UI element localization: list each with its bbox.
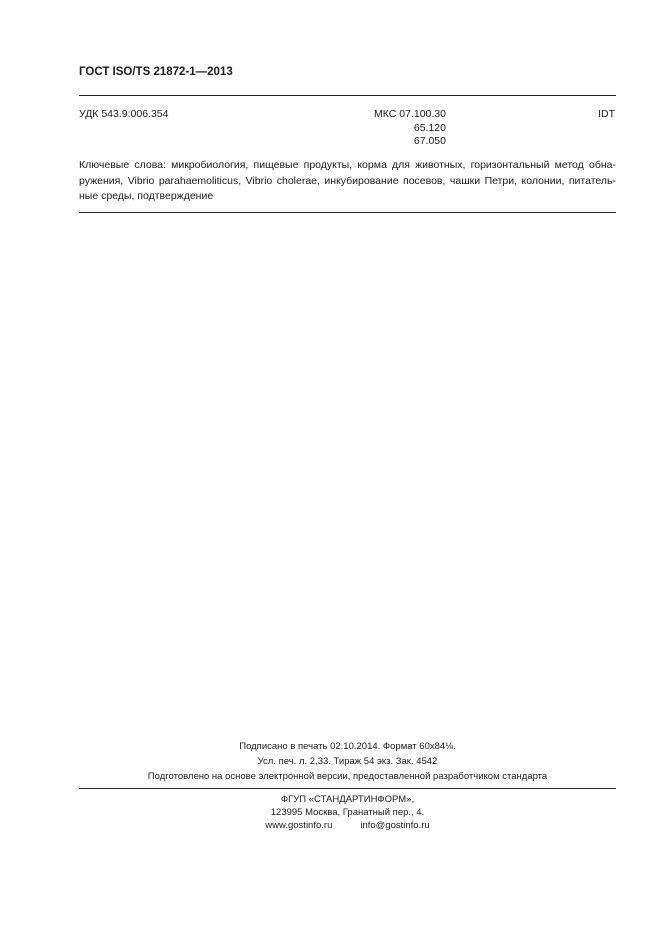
- udk-code: УДК 543.9:006.354: [79, 108, 169, 120]
- idt-label: IDT: [598, 108, 615, 120]
- imprint-signed: Подписано в печать 02.10.2014. Формат 60х84⅛.: [239, 741, 456, 752]
- keywords-divider: [79, 212, 616, 213]
- keywords-line: ные среды, подтверждение: [79, 190, 214, 202]
- publisher-contacts: [79, 820, 616, 831]
- imprint-print-info: Усл. печ. л. 2,33. Тираж 54 экз. Зак. 4542: [257, 756, 438, 767]
- mks-code-line: МКС 07.100.30: [374, 108, 446, 120]
- header-divider: [79, 95, 616, 96]
- publisher-address: 123995 Москва, Гранатный пер., 4.: [270, 807, 425, 818]
- document-header: ГОСТ ISO/TS 21872-1—2013: [79, 66, 233, 78]
- keywords-line: Ключевые слова: микробиология, пищевые продукты, корма для животных, горизонтальный метод обна-: [79, 159, 616, 171]
- imprint-prepared: Подготовлено на основе электронной версии, предоставленной разработчиком стандарта: [147, 771, 548, 782]
- footer-divider: [79, 788, 616, 789]
- mks-code-line: 65.120: [413, 121, 446, 134]
- publisher-email: info@gostinfo.ru: [360, 820, 430, 831]
- publisher-website: www.gostinfo.ru: [265, 820, 333, 831]
- mks-codes: [370, 108, 446, 149]
- keywords-paragraph: [79, 158, 616, 205]
- keywords-line: ружения, Vibrio parahaemoliticus, Vibrio cholerae, инкубирование посевов, чашки Петри, колонии, питатель-: [79, 174, 616, 187]
- publisher-name: ФГУП «СТАНДАРТИНФОРМ»,: [280, 794, 415, 805]
- mks-code-line: 67.050: [413, 135, 446, 147]
